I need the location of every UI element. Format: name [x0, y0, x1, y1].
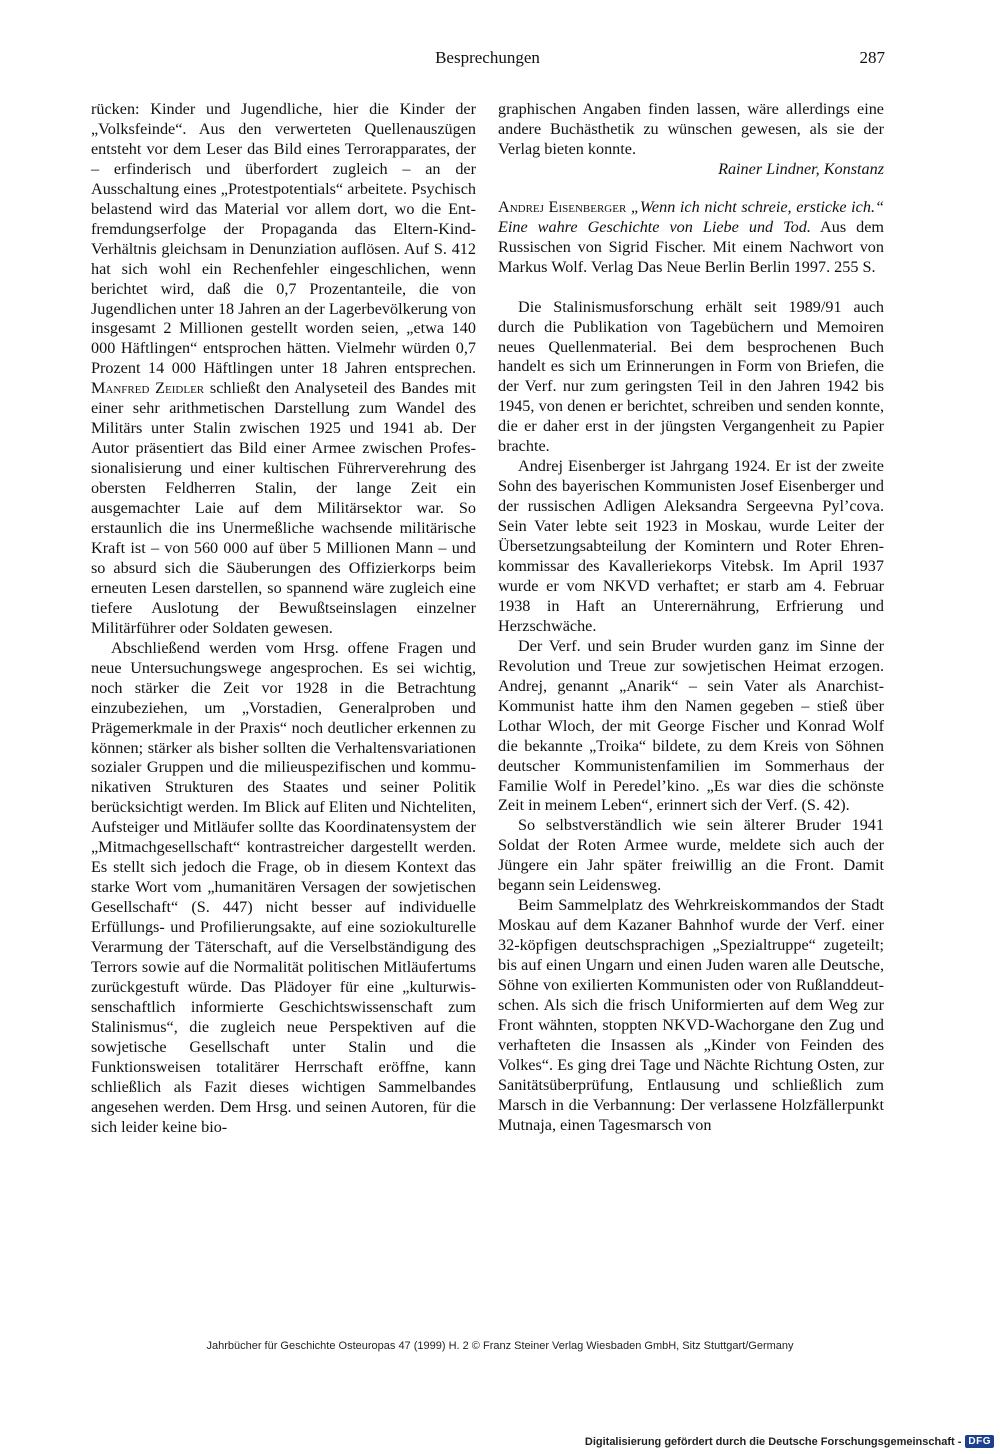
paragraph-text: schließt den Analyseteil des Bandes mit einer sehr arithmetischen Darstellung zum Wandel des Militärs unter Stalin zwischen 1925 und 1941 ab. Der Autor präsentiert das Bild einer Armee zwischen Professionalisierung und einer kultischen Führerverehrung des obersten Feldherren Stalin, der lange Zeit ein ausgemachter Laie auf dem Militärsektor war. So erstaunlich die ins Unermeßliche wachsende militärische Kraft ist – von 560 000 auf über 5 Millionen Mann – und so absurd sich die Säuberungen des Offizierkorps beim erneuten Lesen darstellen, so spannend wäre zugleich eine tiefere Auslotung der Bewußtseinslagen einzelner Militärführer oder Soldaten gewesen. [91, 379, 476, 637]
paragraph: Abschließend werden vom Hrsg. offene Fragen und neue Untersuchungswege angesprochen. Es sei wichtig, noch stärker die Zeit vor 1928 in die Betrachtung einzubeziehen, um „Vorstadien, Generalproben und Prägemerkmale in der Praxis“ noch deutlicher erkennen zu können; stärker als bisher sollten die Verhaltensvariationen sozialer Gruppen und die milieuspezifischen und kommunikativen Strukturen des Staates und seiner Politik berücksichtigt werden. Im Blick auf Eliten und Nichteliten, Aufsteiger und Mitläufer sollte das Koordinatensystem der „Mitmachgesellschaft“ kontrastreicher dargestellt werden. Es stellt sich jedoch die Frage, ob in diesem Kontext das starke Wort vom „humanitären Versagen der sowjetischen Gesellschaft“ (S. 447) nicht besser auf individuelle Erfüllungs- und Profilierungsakte, auf eine soziokulturelle Verarmung der Täterschaft, auf die Verselbständigung des Terrors sowie auf die Normalität politischen Mitläufertums zurückgestuft würde. Das Plädoyer für eine „kulturwissenschaftlich informierte Geschichtswissenschaft zum Stalinismus“, die zugleich neue Perspektiven auf die sowjetische Gesellschaft unter Stalin und die Funktionsweisen totalitärer Herrschaft eröffne, kann schließlich als Fazit dieses wichtigen Sammelbandes angesehen werden. Dem Hrsg. und seinen Autoren, für die sich leider keine bio- [91, 638, 476, 1136]
paragraph: Der Verf. und sein Bruder wurden ganz im Sinne der Revolution und Treue zur sowjetischen Heimat erzogen. Andrej, genannt „Anarik“ – sein Vater als Anarchist-Kommunist hatte ihm den Namen gegeben – stieß über Lothar Wloch, der mit George Fischer und Konrad Wolf die bekannte „Troika“ bildete, zu dem Kreis von Söhnen deutscher Kommunistenfamilien im Sommerhaus der Familie Wolf in Peredel’kino. „Es war dies die schönste Zeit in meinem Leben“, erinnert sich der Verf. (S. 42). [498, 636, 884, 815]
dfg-logo: DFG [965, 1435, 994, 1448]
paragraph: Andrej Eisenberger ist Jahrgang 1924. Er ist der zweite Sohn des bayerischen Kommunisten Josef Eisenberger und der russischen Adligen Aleksandra Sergeevna Pyl’cova. Sein Vater lebte seit 1923 in Moskau, wurde Leiter der Übersetzungsabteilung der Komintern und Roter Ehrenkommissar des Kavalleriekorps Vitebsk. Im April 1937 wurde er vom NKVD verhaftet; er starb am 4. Februar 1938 in Haft an Unterernährung, Erfrierung und Herzschwäche. [498, 457, 884, 635]
left-column [91, 100, 476, 1138]
paragraph: So selbstverständlich wie sein älterer Bruder 1941 Soldat der Roten Armee wurde, meldete sich auch der Jüngere ein Jahr später freiwillig an die Front. Damit begann sein Leidensweg. [498, 816, 884, 895]
paragraph-text: rücken: Kinder und Jugendliche, hier die Kinder der „Volksfeinde“. Aus den verwerteten Quellenauszügen entsteht vor dem Leser das Bild eines Terrorapparates, der – erfinderisch und überfordert zugleich – an der Ausschaltung eines „Protestpotentials“ arbeitete. Psychisch belastend wird das Material vor allem dort, wo die Entfremdungserfolge der Propaganda das Eltern-Kind-Verhältnis gleichsam in Denunziation auflösen. Auf S. 412 hat sich wohl ein Rechenfehler eingeschlichen, wenn berichtet wird, daß die 0,7 Prozentanteile, die von Jugendlichen unter 18 Jahren an der Lagerbevölkerung von insgesamt 2 Millionen gestellt worden seien, „etwa 140 000 Häftlingen“ entsprochen hätten. Vielmehr würden 0,7 Prozent 14 000 Häftlingen unter 18 Jahren entsprechen. [91, 100, 476, 378]
review-book-details: Aus dem Russischen von Sigrid Fischer. Mit einem Nachwort von Markus Wolf. Verlag Das Neue Berlin Berlin 1997. 255 S. [498, 217, 884, 276]
paragraph: Die Stalinismusforschung erhält seit 1989/91 auch durch die Publikation von Tagebüchern und Memoiren neues Quellenmaterial. Bei dem besprochenen Buch handelt es sich um Erinnerungen in Form von Briefen, die der Verf. nur zum geringsten Teil in den Jahren 1942 bis 1945, von denen er berichtet, schreiben und senden konnte, die er daher erst in der jüngsten Vergangenheit zu Papier brachte. [498, 297, 884, 456]
journal-imprint: Jahrbücher für Geschichte Osteuropas 47 (1999) H. 2 © Franz Steiner Verlag Wiesbaden GmbH, Sitz Stuttgart/Germany [206, 1340, 794, 1352]
page-header [90, 48, 885, 74]
running-head: Besprechungen [435, 48, 540, 67]
digitization-note: Digitalisierung gefördert durch die Deutsche Forschungsgemeinschaft - [584, 1435, 962, 1448]
review-book-author: Andrej Eisenberger [498, 197, 627, 216]
paragraph: graphischen Angaben finden lassen, wäre allerdings eine andere Buchästhetik zu wünschen gewesen, als sie der Verlag bieten konnte. [498, 100, 884, 158]
review-heading [498, 198, 884, 278]
reviewer-signature: Rainer Lindner, Konstanz [718, 159, 884, 178]
page-number: 287 [859, 48, 885, 67]
author-name: Manfred Zeidler [91, 379, 205, 398]
review-book-title: „Wenn ich nicht schreie, ersticke ich.“ Eine wahre Geschichte von Liebe und Tod. [498, 197, 884, 236]
paragraph [91, 100, 476, 639]
paragraph: Beim Sammelplatz des Wehrkreiskommandos der Stadt Moskau auf dem Kazaner Bahnhof wurde der Verf. einer 32-köpfigen deutschsprachigen „Spezialtruppe“ zugeteilt; bis auf einen Ungarn und einen Juden waren alle Deutsche, Söhne von exilierten Kommunisten oder von Rußlanddeutschen. Als sich die frisch Uniformierten auf dem Weg zur Front wähnten, stoppten NKVD-Wachorgane den Zug und verhafteten die Insassen als „Kinder von Feinden des Volkes“. Es ging drei Tage und Nächte Richtung Osten, zur Sanitätsüberprüfung, Entlausung und schließlich zum Marsch in die Verbannung: Der verlassene Holzfällerpunkt Mutnaja, einen Tagesmarsch von [498, 896, 884, 1134]
digitization-bar [585, 1435, 994, 1448]
right-column [498, 100, 884, 1136]
